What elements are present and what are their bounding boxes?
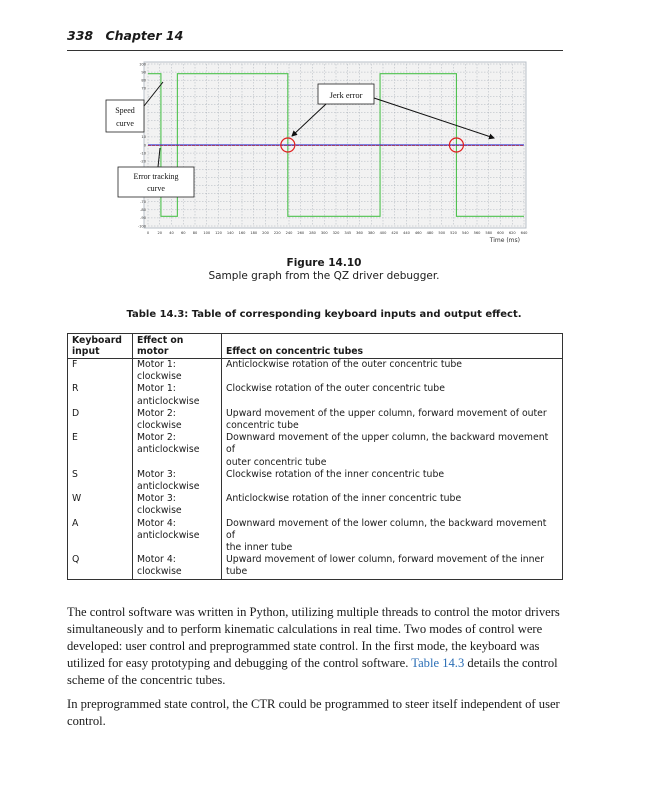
y-tick-label: -100 bbox=[137, 224, 146, 229]
x-tick-label: 500 bbox=[438, 231, 446, 235]
cell-motor-line-2: clockwise bbox=[137, 566, 182, 578]
x-tick-label: 0 bbox=[146, 231, 150, 235]
x-tick-label: 345 bbox=[344, 231, 352, 235]
x-tick-label: 160 bbox=[238, 231, 246, 235]
y-tick-label: 80 bbox=[141, 78, 146, 83]
cell-key bbox=[68, 469, 133, 493]
x-tick-label: 480 bbox=[426, 231, 434, 235]
y-tick-label: 100 bbox=[139, 62, 146, 67]
cell-key-line-1: F bbox=[72, 359, 78, 370]
cell-motor bbox=[133, 383, 222, 407]
cell-motor bbox=[133, 359, 222, 384]
header-keyboard-input bbox=[68, 334, 133, 359]
keyboard-table bbox=[67, 333, 563, 580]
cell-key-line-1: E bbox=[72, 432, 78, 444]
chapter-title: Chapter 14 bbox=[105, 28, 184, 43]
x-tick-label: 600 bbox=[497, 231, 504, 235]
cell-tubes-line-1: Clockwise rotation of the inner concentric tube bbox=[226, 468, 445, 480]
header-rule bbox=[67, 50, 563, 51]
x-tick-label: 100 bbox=[203, 231, 211, 235]
error-curve-label-1: Error tracking bbox=[133, 172, 179, 181]
y-tick-label: -20 bbox=[140, 159, 146, 164]
x-tick-label: 180 bbox=[250, 231, 258, 235]
debugger-chart bbox=[100, 60, 540, 250]
cell-key-line-1: D bbox=[72, 407, 80, 419]
x-tick-label: 640 bbox=[520, 231, 528, 235]
cell-key-line-1: Q bbox=[72, 554, 80, 566]
cell-motor-line-2: clockwise bbox=[137, 371, 182, 383]
cell-tubes-line-1: Clockwise rotation of the outer concentric tube bbox=[226, 383, 445, 395]
y-tick-label: 90 bbox=[141, 70, 146, 75]
cell-key-line-1: S bbox=[72, 468, 78, 480]
x-tick-label: 460 bbox=[414, 231, 422, 235]
x-tick-label: 560 bbox=[473, 231, 481, 235]
figure-number: Figure 14.10 bbox=[286, 257, 362, 269]
cell-key bbox=[68, 554, 133, 579]
x-tick-label: 200 bbox=[262, 231, 269, 235]
y-tick-label: -70 bbox=[140, 200, 146, 204]
cell-key bbox=[68, 493, 133, 517]
x-tick-label: 280 bbox=[309, 231, 316, 235]
x-tick-label: 140 bbox=[226, 231, 234, 235]
cell-motor bbox=[133, 408, 222, 432]
cell-tubes bbox=[222, 432, 563, 469]
x-tick-label: 300 bbox=[320, 231, 328, 235]
y-axis-ticks bbox=[138, 62, 147, 228]
cell-tubes-line-1: Anticlockwise rotation of the inner concentric tube bbox=[226, 493, 462, 505]
cell-tubes-line-1: Upward movement of the upper column, forward movement of outer bbox=[226, 407, 547, 419]
cell-motor-line-1: Motor 1: bbox=[137, 383, 176, 395]
table-row bbox=[68, 493, 563, 517]
header-keyboard-line2: input bbox=[72, 346, 100, 357]
x-tick-label: 420 bbox=[391, 231, 399, 235]
table-header-row bbox=[68, 334, 563, 359]
cell-motor-line-1: Motor 2: bbox=[137, 407, 176, 419]
x-tick-label: 620 bbox=[508, 231, 516, 235]
x-tick-label: 520 bbox=[450, 231, 457, 235]
x-tick-label: 400 bbox=[379, 231, 387, 235]
x-tick-label: 360 bbox=[356, 231, 363, 235]
cell-motor bbox=[133, 469, 222, 493]
table-row bbox=[68, 359, 563, 384]
cell-tubes-line-1: Anticlockwise rotation of the outer concentric tube bbox=[226, 359, 463, 370]
speed-curve-label-2: curve bbox=[116, 119, 134, 128]
cell-tubes-line-2: the inner tube bbox=[226, 542, 293, 554]
cell-motor bbox=[133, 554, 222, 579]
cell-motor-line-1: Motor 1: bbox=[137, 359, 176, 370]
table-row bbox=[68, 554, 563, 579]
x-tick-label: 540 bbox=[461, 231, 469, 235]
cell-tubes-line-1: Upward movement of lower column, forward movement of the inner bbox=[226, 554, 545, 566]
y-tick-label: 0 bbox=[143, 143, 146, 148]
cell-tubes bbox=[222, 493, 563, 517]
x-tick-label: 60 bbox=[180, 231, 186, 235]
table-14-3-link[interactable]: Table 14.3 bbox=[411, 656, 465, 670]
x-tick-label: 80 bbox=[192, 231, 198, 235]
paragraph-1-tail: details the control scheme of the concentric tubes. bbox=[67, 656, 558, 687]
x-tick-label: 260 bbox=[297, 231, 305, 235]
cell-motor bbox=[133, 493, 222, 517]
body-paragraph-1 bbox=[67, 604, 563, 689]
cell-key-line-1: A bbox=[72, 517, 79, 529]
cell-motor-line-2: clockwise bbox=[137, 505, 182, 517]
cell-tubes-line-2: outer concentric tube bbox=[226, 456, 327, 468]
cell-tubes bbox=[222, 359, 563, 384]
table-row bbox=[68, 383, 563, 407]
x-tick-label: 40 bbox=[169, 231, 174, 235]
table-14-3 bbox=[67, 333, 563, 580]
x-tick-label: 220 bbox=[273, 231, 281, 235]
cell-motor-line-2: anticlockwise bbox=[137, 444, 200, 456]
cell-key bbox=[68, 383, 133, 407]
cell-motor bbox=[133, 432, 222, 469]
cell-tubes bbox=[222, 518, 563, 555]
cell-motor-line-2: clockwise bbox=[137, 420, 182, 432]
y-tick-label: -80 bbox=[140, 208, 146, 213]
cell-key-line-1: W bbox=[72, 493, 82, 505]
cell-motor-line-2: anticlockwise bbox=[137, 529, 200, 541]
table-caption: Table 14.3: Table of corresponding keyboard inputs and output effect. bbox=[126, 309, 522, 320]
y-tick-label: -10 bbox=[140, 151, 146, 156]
x-tick-label: 440 bbox=[403, 231, 410, 235]
y-tick-label: 10 bbox=[141, 135, 146, 140]
cell-tubes bbox=[222, 469, 563, 493]
cell-motor-line-1: Motor 3: bbox=[137, 468, 176, 480]
cell-motor bbox=[133, 518, 222, 555]
cell-tubes bbox=[222, 383, 563, 407]
cell-tubes-line-2: tube bbox=[226, 566, 248, 578]
x-tick-label: 580 bbox=[485, 231, 493, 235]
x-tick-label: 380 bbox=[367, 231, 375, 235]
table-row bbox=[68, 469, 563, 493]
body-paragraph-2: In preprogrammed state control, the CTR could be programmed to steer itself independent of user control. bbox=[67, 697, 560, 728]
table-row bbox=[68, 432, 563, 469]
cell-motor-line-1: Motor 2: bbox=[137, 432, 176, 444]
x-tick-label: 320 bbox=[332, 231, 340, 235]
table-row bbox=[68, 518, 563, 555]
figure-14-10 bbox=[100, 60, 540, 250]
cell-key bbox=[68, 408, 133, 432]
cell-motor-line-1: Motor 4: bbox=[137, 517, 176, 529]
cell-key bbox=[68, 432, 133, 469]
figure-caption: Sample graph from the QZ driver debugger. bbox=[208, 270, 440, 282]
cell-tubes-line-2: concentric tube bbox=[226, 420, 299, 432]
cell-key bbox=[68, 359, 133, 384]
x-tick-label: 120 bbox=[215, 231, 222, 235]
page-number: 338 bbox=[67, 28, 94, 43]
header-keyboard-line1: Keyboard bbox=[72, 335, 122, 346]
x-axis-ticks bbox=[147, 231, 528, 235]
speed-curve-label-1: Speed bbox=[115, 106, 135, 115]
x-tick-label: 240 bbox=[285, 231, 293, 235]
header-effect-motor: Effect on motor bbox=[133, 334, 222, 359]
cell-tubes bbox=[222, 554, 563, 579]
header-effect-tubes: Effect on concentric tubes bbox=[222, 334, 563, 359]
paragraph-1-text: The control software was written in Python, utilizing multiple threads to control the motor drivers simultaneously and to perform kinematic calculations in real time. Two modes of control were developed: user control and preprogrammed state control. In the first mode, the keyboard was utilized for easy prototyping and debugging of the control software. bbox=[67, 605, 560, 670]
cell-motor-line-1: Motor 3: bbox=[137, 493, 176, 505]
error-curve-label-2: curve bbox=[147, 184, 165, 193]
cell-tubes-line-1: Downward movement of the lower column, the backward movement of bbox=[226, 517, 547, 541]
y-tick-label: 70 bbox=[141, 86, 146, 91]
x-tick-label: 20 bbox=[157, 231, 163, 235]
y-tick-label: -90 bbox=[140, 216, 146, 221]
cell-key-line-1: R bbox=[72, 383, 79, 395]
x-axis-label: Time (ms) bbox=[489, 237, 520, 244]
cell-tubes-line-1: Downward movement of the upper column, the backward movement of bbox=[226, 432, 549, 456]
cell-motor-line-2: anticlockwise bbox=[137, 481, 200, 493]
running-head bbox=[67, 28, 183, 43]
table-row bbox=[68, 408, 563, 432]
cell-key bbox=[68, 518, 133, 555]
cell-tubes bbox=[222, 408, 563, 432]
cell-motor-line-2: anticlockwise bbox=[137, 395, 200, 407]
cell-motor-line-1: Motor 4: bbox=[137, 554, 176, 566]
jerk-error-label: Jerk error bbox=[329, 90, 363, 100]
